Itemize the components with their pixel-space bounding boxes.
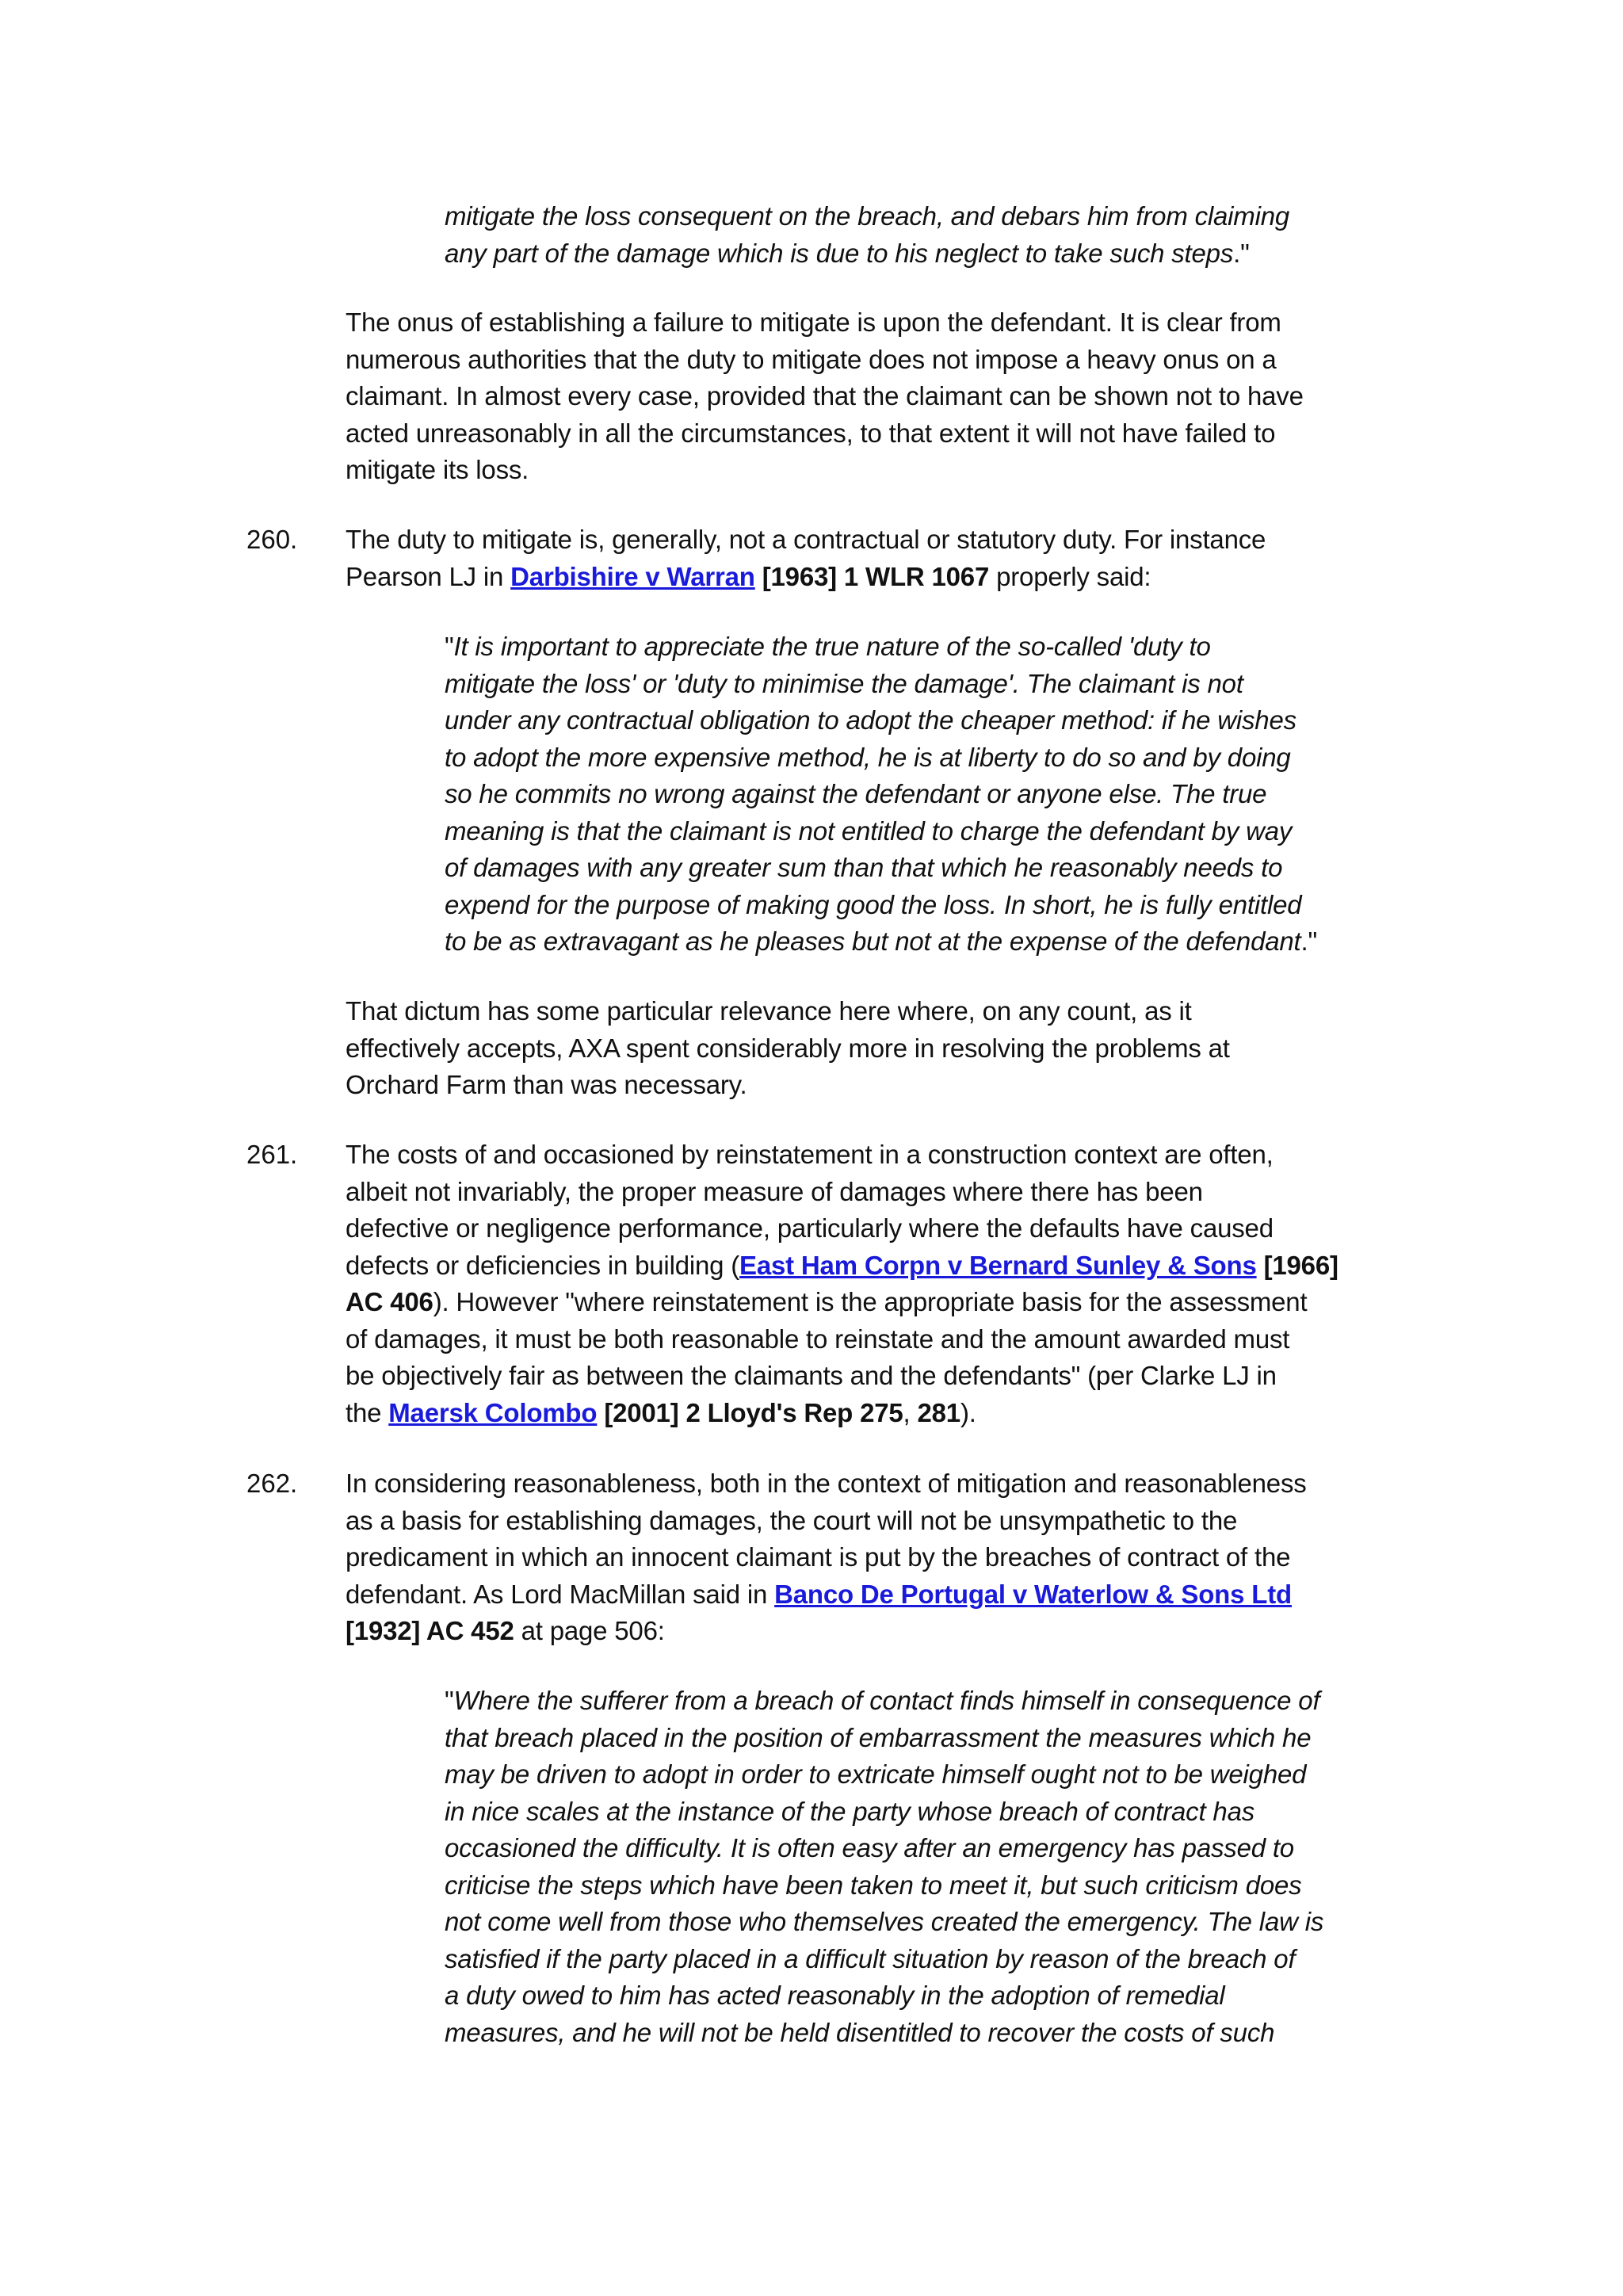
citation: AC 406 — [346, 1287, 433, 1316]
case-link-east-ham-corpn[interactable]: East Ham Corpn v Bernard Sunley & Sons — [739, 1250, 1257, 1280]
quote-line: occasioned the difficulty. It is often easy after an emergency has passed to — [445, 1833, 1294, 1862]
text-line: Orchard Farm than was necessary. — [346, 1070, 747, 1099]
quote-line: that breach placed in the position of embarrassment the measures which he — [445, 1722, 1312, 1752]
text-line: of damages, it must be both reasonable to reinstate and the amount awarded must — [346, 1324, 1290, 1354]
quote-line: to be as extravagant as he pleases but not at the expense of the defendant." — [445, 926, 1317, 956]
paragraph-260 — [346, 521, 1266, 595]
text-line: The onus of establishing a failure to mitigate is upon the defendant. It is clear from — [346, 308, 1281, 337]
quote-line: mitigate the loss' or 'duty to minimise the damage'. The claimant is not — [445, 668, 1243, 698]
text-line: The duty to mitigate is, generally, not a contractual or statutory duty. For instance — [346, 525, 1266, 554]
paragraph-262 — [346, 1465, 1307, 1650]
paragraph-number-261: 261. — [246, 1140, 298, 1169]
case-link-darbishire-v-warran[interactable]: Darbishire v Warran — [510, 561, 755, 591]
text-line: be objectively fair as between the claimants and the defendants" (per Clarke LJ in — [346, 1361, 1277, 1390]
quote-line: satisfied if the party placed in a difficult situation by reason of the breach of — [445, 1943, 1296, 1973]
quote-banco-de-portugal — [445, 1683, 1323, 2051]
text-line: The costs of and occasioned by reinstatement in a construction context are often, — [346, 1140, 1274, 1169]
text-line: defects or deficiencies in building (East Ham Corpn v Bernard Sunley & Sons [1966] — [346, 1250, 1338, 1280]
case-link-maersk-colombo[interactable]: Maersk Colombo — [388, 1397, 598, 1427]
quote-continuation — [445, 198, 1289, 272]
text-line: defendant. As Lord MacMillan said in Banco De Portugal v Waterlow & Sons Ltd — [346, 1579, 1292, 1609]
paragraph-261 — [346, 1137, 1338, 1431]
quote-line: of damages with any greater sum than that which he reasonably needs to — [445, 853, 1283, 882]
citation: 281 — [917, 1397, 960, 1427]
quote-line: "It is important to appreciate the true nature of the so-called 'duty to — [445, 632, 1211, 661]
quote-line: not come well from those who themselves created the emergency. The law is — [445, 1907, 1324, 1936]
text-line: defective or negligence performance, particularly where the defaults have caused — [346, 1213, 1274, 1243]
quote-line: under any contractual obligation to adopt the cheaper method: if he wishes — [445, 705, 1296, 735]
text-line: acted unreasonably in all the circumstances, to that extent it will not have failed to — [346, 418, 1276, 448]
text-line: predicament in which an innocent claimant is put by the breaches of contract of the — [346, 1542, 1291, 1572]
citation: [1966] — [1263, 1250, 1338, 1280]
citation: [1932] AC 452 — [346, 1616, 514, 1645]
paragraph-onus — [346, 304, 1304, 489]
text-line: numerous authorities that the duty to mitigate does not impose a heavy onus on a — [346, 344, 1277, 374]
quote-line: any part of the damage which is due to his neglect to take such steps." — [445, 238, 1250, 268]
text-line: mitigate its loss. — [346, 455, 529, 484]
text-line: That dictum has some particular relevance here where, on any count, as it — [346, 996, 1192, 1026]
text-line: [1932] AC 452 at page 506: — [346, 1616, 665, 1645]
quote-line: expend for the purpose of making good the loss. In short, he is fully entitled — [445, 889, 1302, 919]
text-line: claimant. In almost every case, provided that the claimant can be shown not to have — [346, 381, 1304, 411]
citation: [1963] 1 WLR 1067 — [762, 561, 990, 591]
quote-darbishire — [445, 628, 1317, 961]
case-link-banco-de-portugal[interactable]: Banco De Portugal v Waterlow & Sons Ltd — [774, 1579, 1292, 1609]
quote-line: in nice scales at the instance of the party whose breach of contract has — [445, 1796, 1255, 1826]
text-line: albeit not invariably, the proper measure of damages where there has been — [346, 1176, 1203, 1206]
quote-line: meaning is that the claimant is not entitled to charge the defendant by way — [445, 816, 1293, 846]
quote-line: "Where the sufferer from a breach of contact finds himself in consequence of — [445, 1686, 1320, 1715]
citation: [2001] 2 Lloyd's Rep 275 — [604, 1397, 903, 1427]
paragraph-dictum — [346, 993, 1230, 1104]
text-line: Pearson LJ in Darbishire v Warran [1963] 1 WLR 1067 properly said: — [346, 561, 1151, 591]
text-line: AC 406). However "where reinstatement is the appropriate basis for the assessment — [346, 1287, 1308, 1316]
text-line: effectively accepts, AXA spent considerably more in resolving the problems at — [346, 1033, 1230, 1063]
quote-line: mitigate the loss consequent on the breach, and debars him from claiming — [445, 201, 1290, 231]
quote-line: may be driven to adopt in order to extricate himself ought not to be weighed — [445, 1759, 1307, 1789]
paragraph-number-260: 260. — [246, 525, 298, 554]
quote-line: to adopt the more expensive method, he is at liberty to do so and by doing — [445, 742, 1291, 772]
text-line: In considering reasonableness, both in the context of mitigation and reasonableness — [346, 1469, 1307, 1498]
quote-line: a duty owed to him has acted reasonably in the adoption of remedial — [445, 1981, 1225, 2010]
quote-line: so he commits no wrong against the defendant or anyone else. The true — [445, 779, 1267, 808]
text-line: the Maersk Colombo [2001] 2 Lloyd's Rep 275, 281). — [346, 1397, 976, 1427]
paragraph-number-262: 262. — [246, 1469, 298, 1498]
text-line: as a basis for establishing damages, the court will not be unsympathetic to the — [346, 1505, 1238, 1535]
quote-line: measures, and he will not be held disentitled to recover the costs of such — [445, 2017, 1275, 2047]
quote-line: criticise the steps which have been taken to meet it, but such criticism does — [445, 1870, 1302, 1900]
